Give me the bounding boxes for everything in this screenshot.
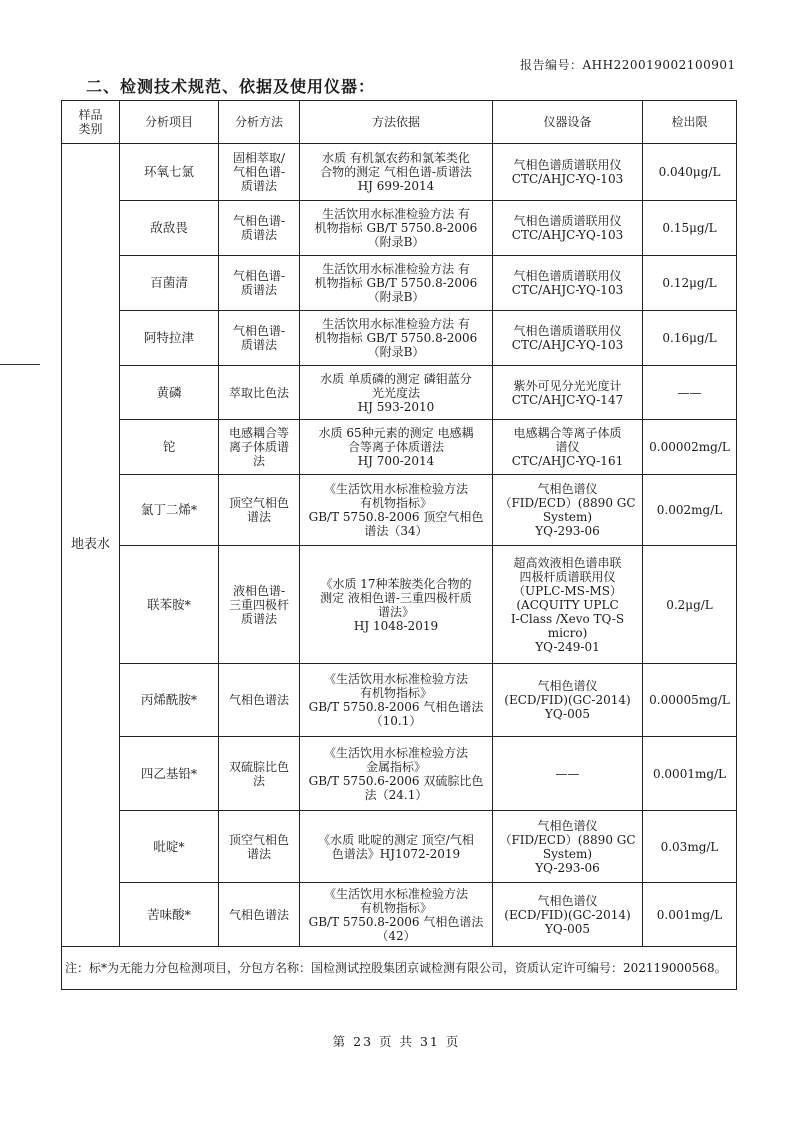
table-row: [62, 475, 737, 546]
column-header-limit: 检出限: [643, 101, 737, 144]
column-header-basis: 方法依据: [300, 101, 493, 144]
basis-cell: 生活饮用水标准检验方法 有 机物指标 GB/T 5750.8-2006 （附录B）: [300, 311, 493, 366]
item-cell: 丙烯酰胺*: [120, 664, 219, 737]
basis-cell: 《生活饮用水标准检验方法 有机物指标》 GB/T 5750.8-2006 气相色谱法 （10.1）: [300, 664, 493, 737]
table-row: [62, 420, 737, 475]
method-cell: 顶空气相色 谱法: [219, 475, 300, 546]
detection-methods-table: [61, 100, 737, 990]
method-cell: 气相色谱- 质谱法: [219, 256, 300, 311]
method-cell: 顶空气相色 谱法: [219, 811, 300, 883]
column-header-item: 分析项目: [120, 101, 219, 144]
page-number: 第 23 页 共 31 页: [332, 1034, 461, 1049]
basis-cell: 水质 65种元素的测定 电感耦 合等离子体质谱法 HJ 700-2014: [300, 420, 493, 475]
method-cell: 固相萃取/ 气相色谱- 质谱法: [219, 144, 300, 201]
item-cell: 环氧七氯: [120, 144, 219, 201]
method-cell: 电感耦合等 离子体质谱 法: [219, 420, 300, 475]
limit-cell: ——: [643, 366, 737, 420]
instrument-cell: 气相色谱质谱联用仪 CTC/AHJC-YQ-103: [493, 256, 643, 311]
method-cell: 气相色谱法: [219, 664, 300, 737]
table-note: 注：标*为无能力分包检测项目，分包方名称：国检测试控股集团京诚检测有限公司，资质认定许可编号：202119000568。: [62, 947, 737, 990]
margin-divider: [0, 364, 40, 365]
limit-cell: 0.002mg/L: [643, 475, 737, 546]
instrument-cell: ——: [493, 737, 643, 811]
instrument-cell: 气相色谱仪 （FID/ECD）(8890 GC System) YQ-293-06: [493, 811, 643, 883]
table-note-row: [62, 947, 737, 990]
basis-cell: 《生活饮用水标准检验方法 有机物指标》 GB/T 5750.8-2006 气相色谱法 （42）: [300, 883, 493, 947]
instrument-cell: 气相色谱仪 （FID/ECD）(8890 GC System) YQ-293-06: [493, 475, 643, 546]
table-row: [62, 366, 737, 420]
instrument-cell: 电感耦合等离子体质 谱仪 CTC/AHJC-YQ-161: [493, 420, 643, 475]
basis-cell: 《水质 17种苯胺类化合物的 测定 液相色谱-三重四极杆质 谱法》 HJ 1048-2019: [300, 546, 493, 664]
report-number: 报告编号：AHH220019002100901: [520, 58, 736, 72]
limit-cell: 0.040μg/L: [643, 144, 737, 201]
column-header-category: 样品 类别: [62, 101, 120, 144]
column-header-instrument: 仪器设备: [493, 101, 643, 144]
item-cell: 百菌清: [120, 256, 219, 311]
item-cell: 苦味酸*: [120, 883, 219, 947]
limit-cell: 0.15μg/L: [643, 201, 737, 256]
section-title: 二、检测技术规范、依据及使用仪器：: [86, 77, 376, 96]
limit-cell: 0.03mg/L: [643, 811, 737, 883]
table-row: [62, 311, 737, 366]
item-cell: 氯丁二烯*: [120, 475, 219, 546]
basis-cell: 《水质 吡啶的测定 顶空/气相 色谱法》HJ1072-2019: [300, 811, 493, 883]
table-row: [62, 883, 737, 947]
method-cell: 液相色谱- 三重四极杆 质谱法: [219, 546, 300, 664]
basis-cell: 《生活饮用水标准检验方法 金属指标》 GB/T 5750.6-2006 双硫腙比色 法（24.1）: [300, 737, 493, 811]
limit-cell: 0.00005mg/L: [643, 664, 737, 737]
basis-cell: 水质 有机氯农药和氯苯类化 合物的测定 气相色谱-质谱法 HJ 699-2014: [300, 144, 493, 201]
column-header-method: 分析方法: [219, 101, 300, 144]
basis-cell: 水质 单质磷的测定 磷钼蓝分 光光度法 HJ 593-2010: [300, 366, 493, 420]
limit-cell: 0.001mg/L: [643, 883, 737, 947]
limit-cell: 0.12μg/L: [643, 256, 737, 311]
instrument-cell: 气相色谱质谱联用仪 CTC/AHJC-YQ-103: [493, 201, 643, 256]
instrument-cell: 紫外可见分光光度计 CTC/AHJC-YQ-147: [493, 366, 643, 420]
sample-category-cell: 地表水: [62, 144, 120, 947]
method-cell: 气相色谱- 质谱法: [219, 201, 300, 256]
instrument-cell: 气相色谱质谱联用仪 CTC/AHJC-YQ-103: [493, 144, 643, 201]
basis-cell: 生活饮用水标准检验方法 有 机物指标 GB/T 5750.8-2006 （附录B）: [300, 256, 493, 311]
table-row: [62, 256, 737, 311]
limit-cell: 0.2μg/L: [643, 546, 737, 664]
item-cell: 阿特拉津: [120, 311, 219, 366]
table-row: [62, 201, 737, 256]
method-cell: 萃取比色法: [219, 366, 300, 420]
table-row: [62, 737, 737, 811]
table-row: [62, 546, 737, 664]
table-row: [62, 144, 737, 201]
table-header-row: [62, 101, 737, 144]
basis-cell: 《生活饮用水标准检验方法 有机物指标》 GB/T 5750.8-2006 顶空气相色 谱法（34）: [300, 475, 493, 546]
instrument-cell: 超高效液相色谱串联 四极杆质谱联用仪 （UPLC-MS-MS） (ACQUITY UPLC I-Class /Xevo TQ-S micro) YQ-249-01: [493, 546, 643, 664]
instrument-cell: 气相色谱仪 (ECD/FID)(GC-2014) YQ-005: [493, 664, 643, 737]
instrument-cell: 气相色谱质谱联用仪 CTC/AHJC-YQ-103: [493, 311, 643, 366]
limit-cell: 0.16μg/L: [643, 311, 737, 366]
method-cell: 双硫腙比色 法: [219, 737, 300, 811]
table-row: [62, 811, 737, 883]
method-cell: 气相色谱法: [219, 883, 300, 947]
item-cell: 敌敌畏: [120, 201, 219, 256]
table-row: [62, 664, 737, 737]
limit-cell: 0.0001mg/L: [643, 737, 737, 811]
item-cell: 黄磷: [120, 366, 219, 420]
instrument-cell: 气相色谱仪 (ECD/FID)(GC-2014) YQ-005: [493, 883, 643, 947]
basis-cell: 生活饮用水标准检验方法 有 机物指标 GB/T 5750.8-2006 （附录B）: [300, 201, 493, 256]
limit-cell: 0.00002mg/L: [643, 420, 737, 475]
method-cell: 气相色谱- 质谱法: [219, 311, 300, 366]
item-cell: 铊: [120, 420, 219, 475]
item-cell: 四乙基铅*: [120, 737, 219, 811]
item-cell: 联苯胺*: [120, 546, 219, 664]
item-cell: 吡啶*: [120, 811, 219, 883]
